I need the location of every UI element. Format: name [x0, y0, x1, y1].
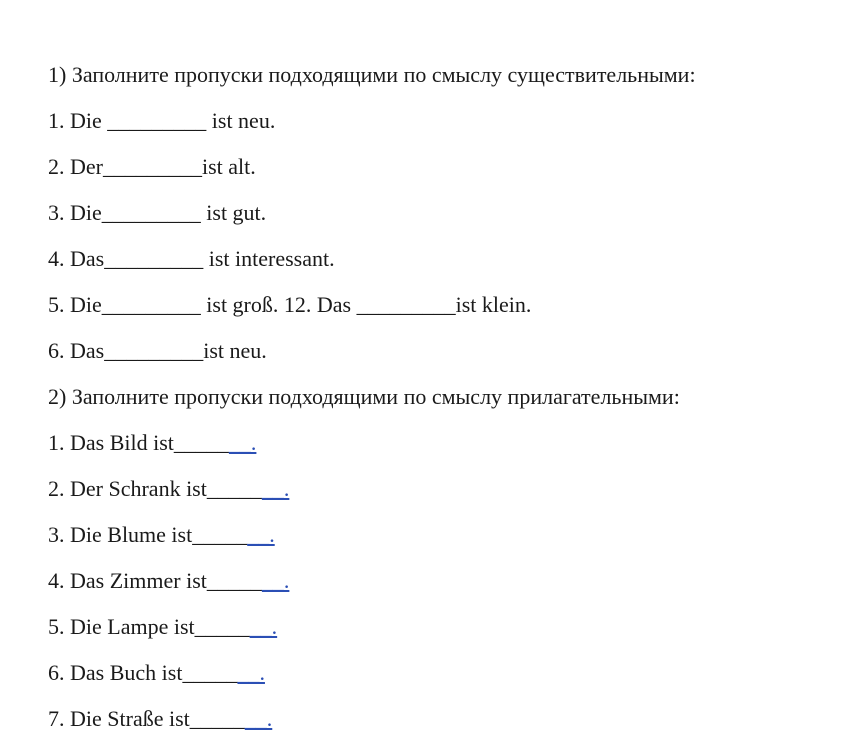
worksheet — [48, 52, 864, 742]
blank-tail: __. — [249, 614, 278, 639]
adjective-exercise-item — [48, 696, 864, 742]
item-text: 6. Das Buch ist_____ — [48, 660, 238, 685]
noun-exercise-item: 4. Das_________ ist interessant. — [48, 246, 335, 271]
blank-tail: __. — [261, 476, 290, 501]
adjective-exercise-item — [48, 650, 864, 696]
adjective-exercise-item — [48, 466, 864, 512]
blank-tail: __. — [228, 430, 257, 455]
item-text: 3. Die Blume ist_____ — [48, 522, 248, 547]
blank-tail: __. — [247, 522, 275, 547]
section1-heading: 1) Заполните пропуски подходящими по смыслу существительными: — [48, 62, 696, 87]
item-text: 1. Das Bild ist_____ — [48, 430, 229, 455]
blank-tail: __. — [237, 660, 265, 685]
item-text: 4. Das Zimmer ist_____ — [48, 568, 262, 593]
item-text: 5. Die Lampe ist_____ — [48, 614, 250, 639]
blank-tail: __. — [261, 568, 290, 593]
blank-tail: __. — [244, 706, 273, 731]
noun-exercise-item: 6. Das_________ist neu. — [48, 338, 267, 363]
adjective-exercise-item — [48, 604, 864, 650]
noun-exercise-item: 1. Die _________ ist neu. — [48, 108, 276, 133]
noun-exercise-item: 2. Der_________ist alt. — [48, 154, 256, 179]
section2-heading: 2) Заполните пропуски подходящими по смыслу прилагательными: — [48, 384, 680, 409]
item-text: 7. Die Straße ist_____ — [48, 706, 245, 731]
adjective-exercise-item — [48, 420, 864, 466]
adjective-exercise-item — [48, 512, 864, 558]
item-text: 2. Der Schrank ist_____ — [48, 476, 262, 501]
noun-exercise-item: 5. Die_________ ist groß. 12. Das _________ist klein. — [48, 292, 532, 317]
adjective-exercise-item — [48, 558, 864, 604]
noun-exercise-item: 3. Die_________ ist gut. — [48, 200, 267, 225]
